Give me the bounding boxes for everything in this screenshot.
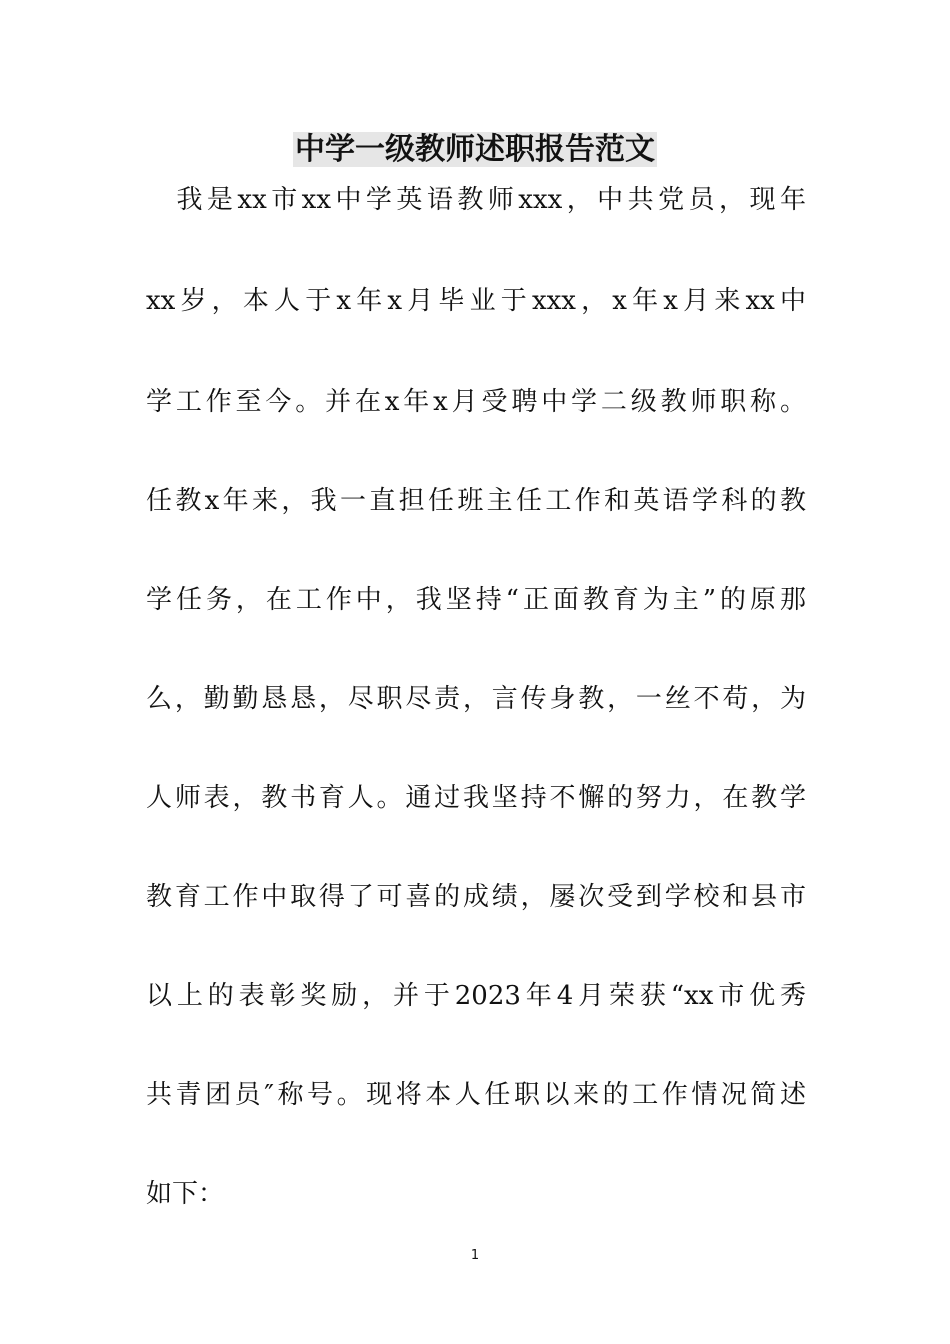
paragraph-line: 人师表，教书育人。通过我坚持不懈的努力，在教学 — [146, 783, 806, 813]
paragraph-line: 以上的表彰奖励，并于2023年4月荣获“xx市优秀 — [146, 981, 806, 1011]
paragraph-line: 如下： — [146, 1179, 225, 1209]
document-title — [0, 128, 950, 172]
page-number: 1 — [470, 1248, 480, 1263]
paragraph-line: 任教x年来，我一直担任班主任工作和英语学科的教 — [146, 486, 806, 516]
paragraph-line: xx岁，本人于x年x月毕业于xxx，x年x月来xx中 — [146, 286, 806, 316]
paragraph-line: 共青团员″称号。现将本人任职以来的工作情况简述 — [146, 1080, 806, 1110]
paragraph-line: 我是xx市xx中学英语教师xxx，中共党员，现年 — [146, 185, 806, 215]
paragraph-line: 教育工作中取得了可喜的成绩，屡次受到学校和县市 — [146, 882, 806, 912]
paragraph-line: 学工作至今。并在x年x月受聘中学二级教师职称。 — [146, 387, 806, 417]
title-text: 中学一级教师述职报告范文 — [295, 132, 655, 167]
paragraph-line: 学任务，在工作中，我坚持“正面教育为主”的原那 — [146, 585, 806, 615]
paragraph-line: 么，勤勤恳恳，尽职尽责，言传身教，一丝不苟，为 — [146, 684, 806, 714]
